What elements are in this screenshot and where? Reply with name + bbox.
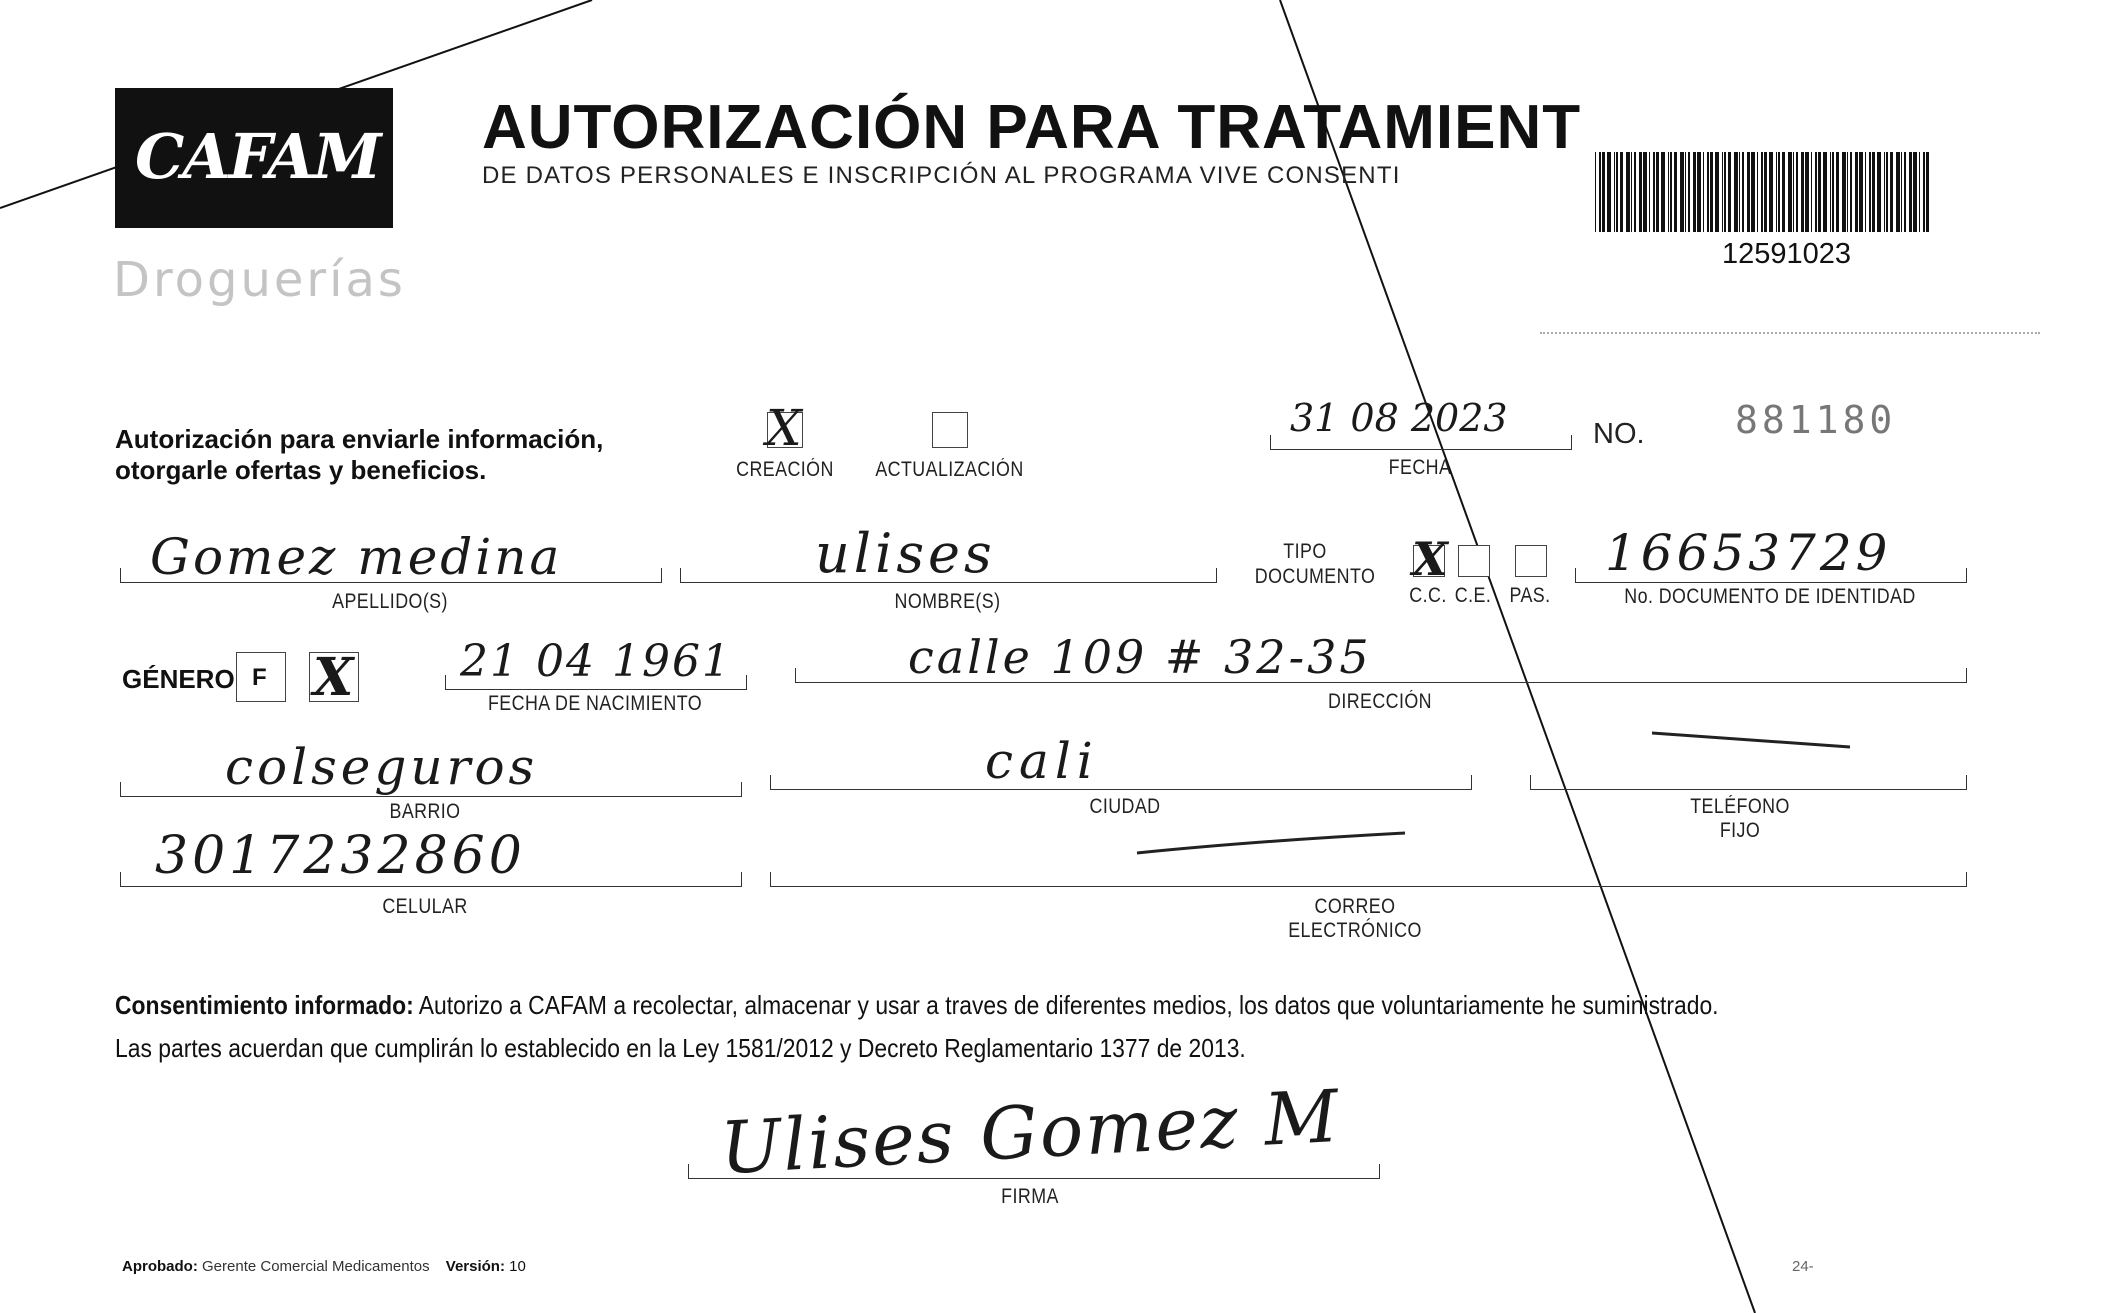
- birth-date-label: FECHA DE NACIMIENTO: [487, 692, 703, 715]
- barcode-bar: [1724, 152, 1726, 232]
- approved-value: Gerente Comercial Medicamentos: [202, 1258, 430, 1275]
- consent-paragraph-2: Las partes acuerdan que cumplirán lo establecido en la Ley 1581/2012 y Decreto Reglamentario 1377 de 2013.: [115, 1033, 1246, 1063]
- barcode-bar: [1674, 152, 1677, 232]
- no-value: 881180: [1735, 398, 1897, 442]
- consent-bold: Consentimiento informado:: [115, 990, 414, 1020]
- version-label: Versión:: [445, 1258, 505, 1275]
- barcode-bar: [1865, 152, 1866, 232]
- barcode-bar: [1715, 152, 1719, 232]
- barcode-bar: [1620, 152, 1623, 232]
- barcode-bar: [1707, 152, 1709, 232]
- doc-number-label: No. DOCUMENTO DE IDENTIDAD: [1624, 585, 1916, 608]
- date-value: 31 08 2023: [1290, 396, 1508, 440]
- barcode-bar: [1670, 152, 1672, 232]
- authorization-text-1: Autorización para enviarle información,: [115, 424, 604, 454]
- barcode-bar: [1847, 152, 1848, 232]
- ce-checkbox[interactable]: [1458, 545, 1490, 577]
- barcode-bar: [1661, 152, 1665, 232]
- barcode-bar: [1728, 152, 1731, 232]
- barcode-bar: [1805, 152, 1809, 232]
- barcode-bar: [1751, 152, 1755, 232]
- barcode-bar: [1595, 152, 1596, 232]
- barcode-bar: [1886, 152, 1888, 232]
- doc-number-value: 16653729: [1605, 524, 1892, 582]
- barcode-bar: [1685, 152, 1686, 232]
- barcode-bar: [1923, 152, 1925, 232]
- email-field[interactable]: [770, 872, 1967, 887]
- barcode-bar: [1909, 152, 1912, 232]
- barcode-bar: [1693, 152, 1696, 232]
- creation-checkbox[interactable]: [766, 399, 803, 457]
- barcode-bar: [1836, 152, 1839, 232]
- barcode-bar: [1649, 152, 1650, 232]
- pas-label: PAS.: [1509, 584, 1551, 607]
- update-checkbox[interactable]: [932, 412, 968, 448]
- city-field[interactable]: [770, 775, 1472, 790]
- barcode-bar: [1599, 152, 1601, 232]
- update-label: ACTUALIZACIÓN: [875, 458, 1024, 481]
- gender-m-mark: X: [313, 647, 354, 708]
- barcode-bar: [1614, 152, 1615, 232]
- barcode-bar: [1757, 152, 1758, 232]
- cc-checkbox[interactable]: [1412, 532, 1448, 586]
- barcode-bar: [1855, 152, 1858, 232]
- barcode-number: 12591023: [1722, 238, 1852, 270]
- barcode-bar: [1823, 152, 1827, 232]
- barcode-bar: [1926, 152, 1929, 232]
- barcode: [1595, 152, 1935, 232]
- birth-date-value: 21 04 1961: [460, 636, 732, 687]
- barcode-bar: [1869, 152, 1871, 232]
- barcode-bar: [1818, 152, 1821, 232]
- address-label: DIRECCIÓN: [1328, 690, 1432, 713]
- logo-text: CAFAM: [135, 120, 380, 193]
- barcode-bar: [1901, 152, 1902, 232]
- barcode-bar: [1788, 152, 1792, 232]
- city-value: cali: [985, 732, 1099, 790]
- barcode-bar: [1842, 152, 1846, 232]
- barcode-bar: [1722, 152, 1723, 232]
- barcode-bar: [1801, 152, 1804, 232]
- barcode-bar: [1896, 152, 1900, 232]
- barcode-bar: [1616, 152, 1618, 232]
- doc-type-label-1: TIPO: [1283, 540, 1327, 563]
- page-title: AUTORIZACIÓN PARA TRATAMIENT: [482, 93, 1582, 162]
- barcode-bar: [1782, 152, 1785, 232]
- barcode-bar: [1890, 152, 1893, 232]
- barcode-bar: [1631, 152, 1632, 232]
- barcode-bar: [1884, 152, 1885, 232]
- consent-text-1: Autorizo a CAFAM a recolectar, almacenar y usar a traves de diferentes medios, los datos que voluntariamente he suministrado.: [413, 990, 1719, 1020]
- signature-label: FIRMA: [1001, 1185, 1059, 1208]
- barcode-bar: [1710, 152, 1713, 232]
- barcode-bar: [1680, 152, 1684, 232]
- barcode-bar: [1668, 152, 1669, 232]
- surname-value: Gomez medina: [150, 528, 563, 586]
- barrio-value: colseguros: [225, 738, 539, 796]
- barcode-bar: [1811, 152, 1812, 232]
- barcode-bar: [1872, 152, 1875, 232]
- barcode-bar: [1747, 152, 1750, 232]
- barcode-bar: [1764, 152, 1767, 232]
- barcode-bar: [1634, 152, 1636, 232]
- barcode-bar: [1815, 152, 1817, 232]
- barcode-bar: [1796, 152, 1798, 232]
- page-subtitle: DE DATOS PERSONALES E INSCRIPCIÓN AL PROGRAMA VIVE CONSENTI: [482, 162, 1401, 189]
- version-value: 10: [509, 1258, 526, 1275]
- cell-value: 3017232860: [155, 826, 526, 886]
- doc-type-label-2: DOCUMENTO: [1254, 565, 1376, 588]
- cc-label: C.C.: [1409, 584, 1447, 607]
- creation-mark: X: [766, 399, 802, 457]
- authorization-text-2: otorgarle ofertas y beneficios.: [115, 455, 487, 485]
- gender-f-label: F: [252, 664, 267, 691]
- barcode-bar: [1793, 152, 1794, 232]
- dotted-separator: [1540, 332, 2040, 334]
- ce-label: C.E.: [1454, 584, 1492, 607]
- barcode-bar: [1850, 152, 1852, 232]
- barcode-bar: [1769, 152, 1773, 232]
- barcode-bar: [1639, 152, 1642, 232]
- barcode-bar: [1830, 152, 1831, 232]
- date-label: FECHA: [1388, 456, 1452, 479]
- barcode-bar: [1643, 152, 1647, 232]
- footer-approved: [122, 1258, 526, 1275]
- phone-label: TELÉFONO FIJO: [1690, 795, 1790, 842]
- surname-label: APELLIDO(S): [332, 590, 448, 613]
- barcode-bar: [1913, 152, 1917, 232]
- creation-label: CREACIÓN: [736, 458, 834, 481]
- gender-f-checkbox[interactable]: [236, 652, 286, 702]
- barcode-bar: [1919, 152, 1920, 232]
- name-value: ulises: [815, 522, 996, 585]
- barcode-bar: [1778, 152, 1780, 232]
- barcode-bar: [1877, 152, 1881, 232]
- phone-field[interactable]: [1530, 775, 1967, 790]
- barcode-bar: [1656, 152, 1659, 232]
- barcode-bar: [1739, 152, 1740, 232]
- barcode-bar: [1904, 152, 1906, 232]
- signature-value: Ulises Gomez M: [718, 1073, 1343, 1191]
- approved-label: Aprobado:: [122, 1258, 198, 1275]
- barcode-bar: [1703, 152, 1704, 232]
- gender-m-checkbox[interactable]: [309, 647, 359, 708]
- barcode-bar: [1742, 152, 1744, 232]
- consent-paragraph-1: [115, 990, 1719, 1021]
- barcode-bar: [1602, 152, 1605, 232]
- barcode-bar: [1776, 152, 1777, 232]
- no-label: NO.: [1593, 418, 1645, 450]
- city-label: CIUDAD: [1089, 795, 1161, 818]
- barcode-bar: [1626, 152, 1630, 232]
- gender-label: GÉNERO: [122, 664, 235, 694]
- barcode-bar: [1761, 152, 1763, 232]
- cc-mark: X: [1412, 532, 1448, 586]
- barcode-bar: [1607, 152, 1611, 232]
- cafam-logo: [115, 88, 393, 228]
- barcode-bar: [1653, 152, 1655, 232]
- email-dash-stroke: [1135, 825, 1415, 865]
- address-value: calle 109 # 32-35: [908, 630, 1372, 684]
- barcode-bar: [1688, 152, 1690, 232]
- cell-label: CELULAR: [382, 895, 468, 918]
- barcode-bar: [1734, 152, 1738, 232]
- phone-dash-stroke: [1650, 725, 1880, 765]
- barcode-bar: [1859, 152, 1863, 232]
- name-label: NOMBRE(S): [894, 590, 1001, 613]
- barcode-bar: [1832, 152, 1834, 232]
- page-code: 24-: [1792, 1258, 1814, 1275]
- logo-subtitle: Droguerías: [113, 252, 406, 308]
- email-label: CORREO ELECTRÓNICO: [1288, 895, 1422, 942]
- pas-checkbox[interactable]: [1515, 545, 1547, 577]
- barrio-label: BARRIO: [389, 800, 461, 823]
- barcode-bar: [1697, 152, 1701, 232]
